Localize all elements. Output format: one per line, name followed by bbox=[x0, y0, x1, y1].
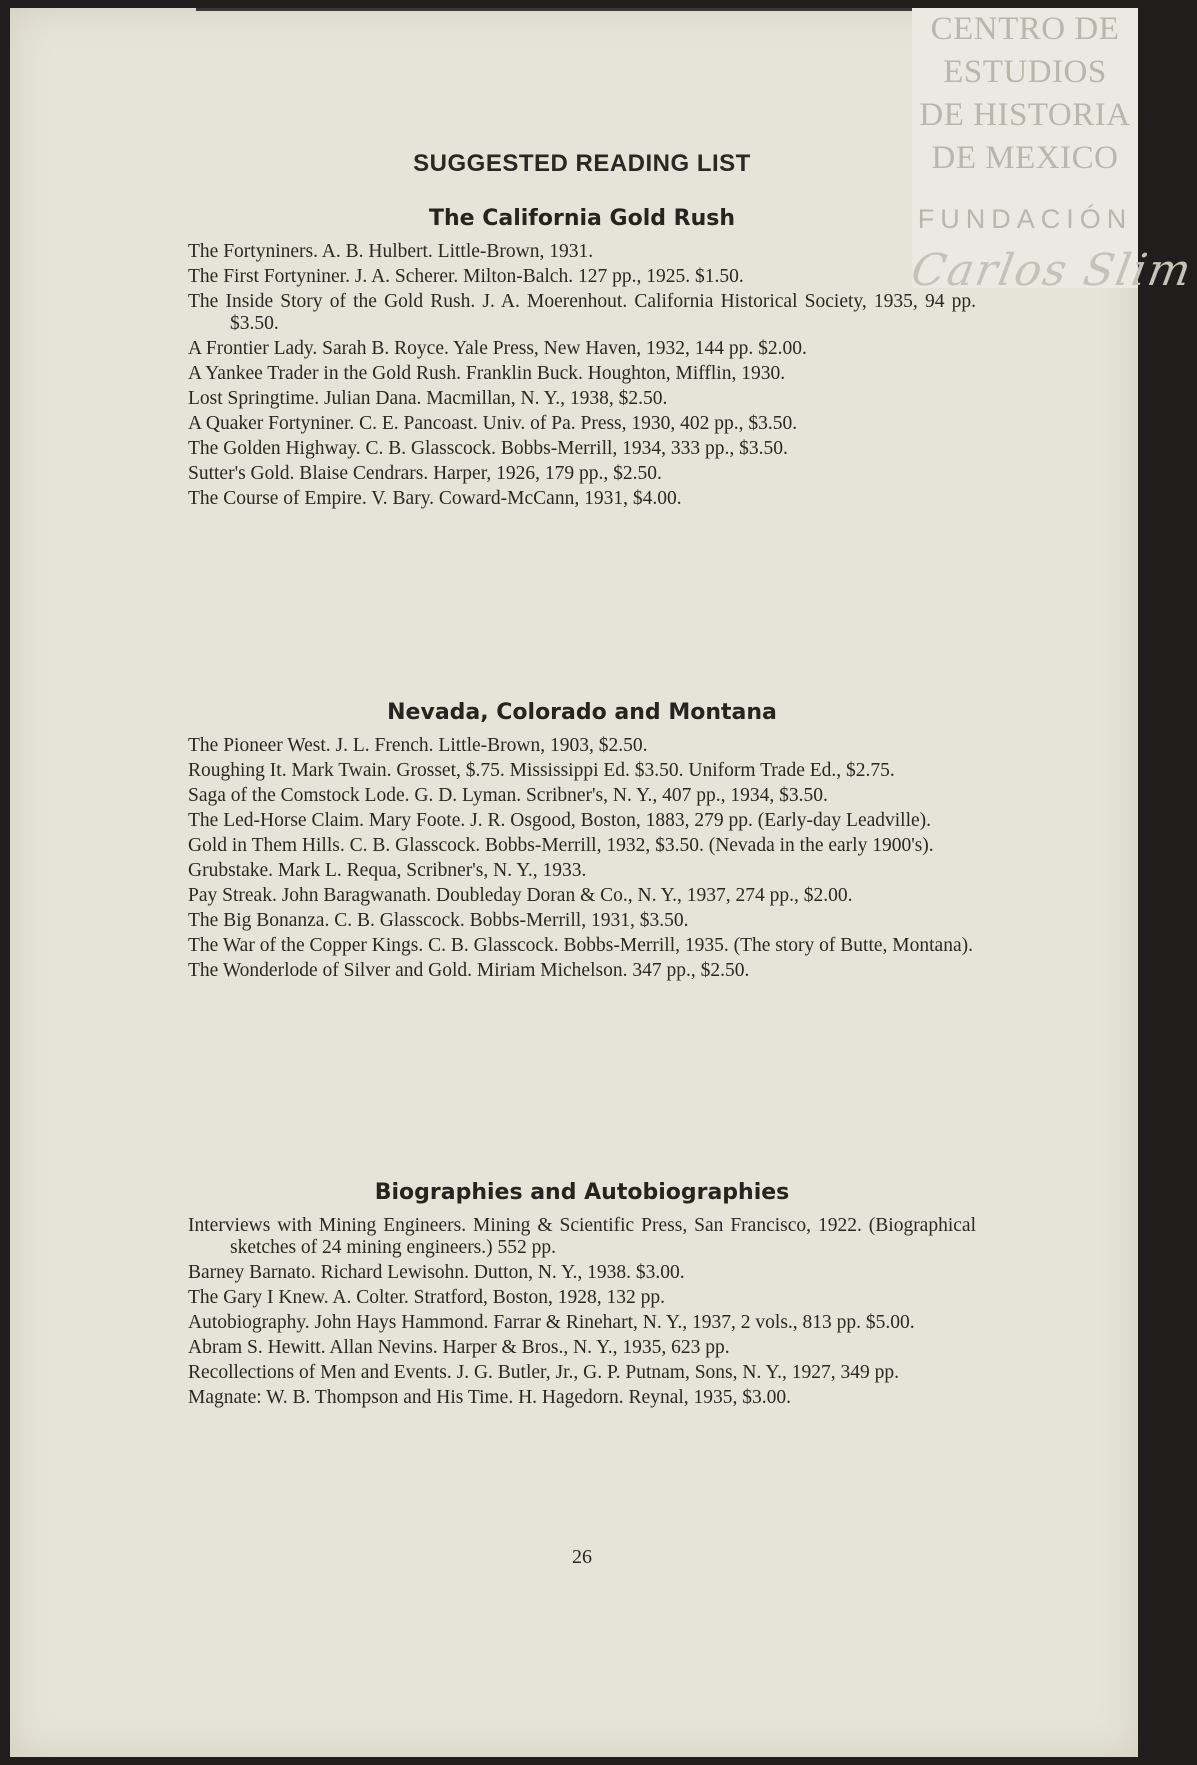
list-item: The Golden Highway. C. B. Glasscock. Bobbs-Merrill, 1934, 333 pp., $3.50. bbox=[188, 438, 788, 459]
list-item: Roughing It. Mark Twain. Grosset, $.75. Mississippi Ed. $3.50. Uniform Trade Ed., $2.75. bbox=[188, 760, 895, 781]
section-heading: The California Gold Rush bbox=[428, 206, 736, 231]
list-item: Saga of the Comstock Lode. G. D. Lyman. Scribner's, N. Y., 407 pp., 1934, $3.50. bbox=[188, 785, 828, 806]
list-item: Recollections of Men and Events. J. G. Butler, Jr., G. P. Putnam, Sons, N. Y., 1927, 349 pp. bbox=[188, 1362, 899, 1383]
stamp-line: DE HISTORIA bbox=[919, 97, 1131, 133]
stamp-line: DE MEXICO bbox=[931, 140, 1119, 176]
stamp-line: ESTUDIOS bbox=[943, 54, 1107, 90]
list-item: Pay Streak. John Baragwanath. Doubleday Doran & Co., N. Y., 1937, 274 pp., $2.00. bbox=[188, 885, 853, 906]
section-california-gold-rush bbox=[188, 205, 976, 513]
list-item: Grubstake. Mark L. Requa, Scribner's, N. Y., 1933. bbox=[188, 860, 587, 881]
section-nevada-colorado-montana bbox=[188, 699, 976, 985]
list-item: A Quaker Fortyniner. C. E. Pancoast. Univ. of Pa. Press, 1930, 402 pp., $3.50. bbox=[188, 413, 798, 434]
list-item: A Yankee Trader in the Gold Rush. Franklin Buck. Houghton, Mifflin, 1930. bbox=[188, 363, 786, 384]
stamp-foundation: FUNDACIÓN bbox=[917, 204, 1133, 234]
document-page bbox=[10, 8, 1197, 1757]
page-number: 26 bbox=[572, 1546, 592, 1568]
section-heading: Nevada, Colorado and Montana bbox=[387, 700, 777, 725]
list-item: Lost Springtime. Julian Dana. Macmillan, N. Y., 1938, $2.50. bbox=[188, 388, 668, 409]
list-item: The Course of Empire. V. Bary. Coward-McCann, 1931, $4.00. bbox=[188, 488, 682, 509]
list-item: The Inside Story of the Gold Rush. J. A. Moerenhout. California Historical Society, 1935, 94 pp. $3.50. bbox=[188, 291, 976, 334]
section-biographies bbox=[188, 1179, 976, 1412]
list-item: The Gary I Knew. A. Colter. Stratford, Boston, 1928, 132 pp. bbox=[188, 1287, 665, 1308]
list-item: The Wonderlode of Silver and Gold. Miriam Michelson. 347 pp., $2.50. bbox=[188, 960, 750, 981]
list-item: Barney Barnato. Richard Lewisohn. Dutton, N. Y., 1938. $3.00. bbox=[188, 1262, 685, 1283]
list-item: Interviews with Mining Engineers. Mining & Scientific Press, San Francisco, 1922. (Biographical sketches of 24 mining engineers.) 552 pp. bbox=[188, 1215, 976, 1258]
entry-list bbox=[188, 241, 976, 510]
list-item: The Big Bonanza. C. B. Glasscock. Bobbs-Merrill, 1931, $3.50. bbox=[188, 910, 689, 931]
list-item: The Fortyniners. A. B. Hulbert. Little-Brown, 1931. bbox=[188, 241, 594, 262]
list-item: The War of the Copper Kings. C. B. Glasscock. Bobbs-Merrill, 1935. (The story of Butte, Montana). bbox=[188, 935, 973, 956]
section-heading: Biographies and Autobiographies bbox=[374, 1180, 790, 1205]
page-title: SUGGESTED READING LIST bbox=[413, 150, 751, 177]
list-item: Gold in Them Hills. C. B. Glasscock. Bobbs-Merrill, 1932, $3.50. (Nevada in the early 1900's). bbox=[188, 835, 934, 856]
list-item: Sutter's Gold. Blaise Cendrars. Harper, 1926, 179 pp., $2.50. bbox=[188, 463, 662, 484]
entry-list bbox=[188, 1215, 976, 1409]
stamp-line: CENTRO DE bbox=[930, 11, 1120, 47]
list-item: The Led-Horse Claim. Mary Foote. J. R. Osgood, Boston, 1883, 279 pp. (Early-day Leadville). bbox=[188, 810, 932, 831]
list-item: Magnate: W. B. Thompson and His Time. H. Hagedorn. Reynal, 1935, $3.00. bbox=[188, 1387, 792, 1408]
entry-list bbox=[188, 735, 976, 982]
top-rule bbox=[196, 8, 966, 11]
list-item: The Pioneer West. J. L. French. Little-Brown, 1903, $2.50. bbox=[188, 735, 648, 756]
stamp-signature: Carlos Slim bbox=[907, 245, 1197, 296]
list-item: Abram S. Hewitt. Allan Nevins. Harper & Bros., N. Y., 1935, 623 pp. bbox=[188, 1337, 730, 1358]
list-item: The First Fortyniner. J. A. Scherer. Milton-Balch. 127 pp., 1925. $1.50. bbox=[188, 266, 744, 287]
list-item: A Frontier Lady. Sarah B. Royce. Yale Press, New Haven, 1932, 144 pp. $2.00. bbox=[188, 338, 807, 359]
list-item: Autobiography. John Hays Hammond. Farrar & Rinehart, N. Y., 1937, 2 vols., 813 pp. $5.00. bbox=[188, 1312, 915, 1333]
